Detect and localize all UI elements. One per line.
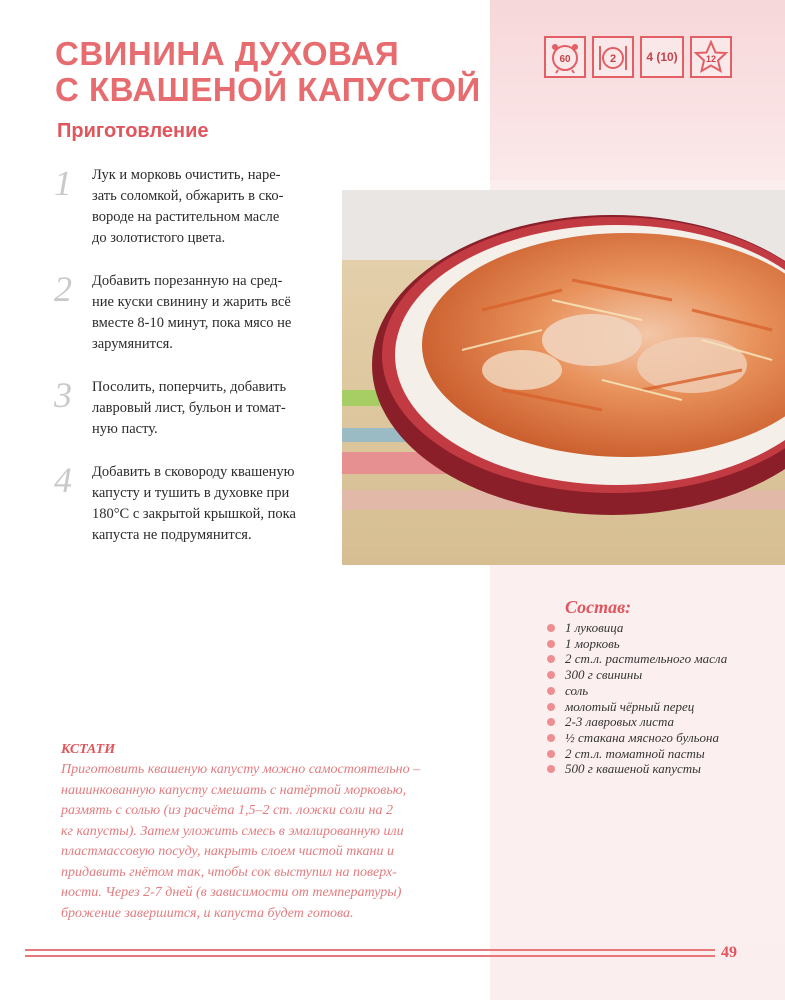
list-item [545, 699, 775, 715]
bullet-dot-icon [547, 624, 555, 632]
list-item [545, 620, 775, 636]
bullet-dot-icon [547, 718, 555, 726]
step-text: Добавить порезанную на сред- ние куски свинину и жарить всё вместе 8-10 минут, пока мясо не зарумянится. [92, 273, 292, 352]
step-item [52, 377, 342, 440]
step-number: 2 [54, 269, 72, 309]
svg-text:12: 12 [705, 54, 717, 64]
list-item [545, 636, 775, 652]
list-item [545, 651, 775, 667]
section-heading: Приготовление [57, 120, 209, 142]
step-text: Лук и морковь очистить, наре- зать соломкой, обжарить в ско- вороде на растительном масле до золотистого цвета. [92, 167, 284, 246]
svg-text:60: 60 [559, 54, 571, 65]
ingredient-text: 2 ст.л. растительного масла [565, 651, 728, 667]
tip-note [61, 742, 481, 924]
list-item [545, 730, 775, 746]
page-number: 49 [721, 944, 737, 961]
alarm-clock-icon [547, 39, 583, 75]
bullet-dot-icon [547, 765, 555, 773]
step-item [52, 462, 342, 546]
ingredients-list [545, 620, 775, 777]
list-item [545, 714, 775, 730]
recipe-title-line1: СВИНИНА ДУХОВАЯ [55, 35, 400, 72]
recipe-info-icons [544, 36, 732, 78]
bullet-dot-icon [547, 655, 555, 663]
ingredient-text: 500 г квашеной капусты [565, 761, 701, 777]
rating-badge [690, 36, 732, 78]
ingredient-text: 300 г свинины [565, 667, 643, 683]
plate-cutlery-icon [595, 39, 631, 75]
svg-text:2: 2 [609, 53, 617, 65]
ingredient-text: 2-3 лавровых листа [565, 714, 675, 730]
list-item [545, 683, 775, 699]
list-item [545, 667, 775, 683]
list-item [545, 746, 775, 762]
tip-title: КСТАТИ [61, 742, 116, 757]
ingredients-section [545, 597, 775, 777]
star-icon [693, 39, 729, 75]
difficulty-badge [592, 36, 634, 78]
dish-photo [342, 190, 785, 565]
servings-badge [640, 36, 684, 78]
step-text: Посолить, поперчить, добавить лавровый лист, бульон и томат- ную пасту. [92, 379, 287, 437]
ingredient-text: 1 луковица [565, 620, 624, 635]
bullet-dot-icon [547, 687, 555, 695]
ingredient-text: 2 ст.л. томатной пасты [565, 745, 705, 761]
ingredient-text: ½ стакана мясного бульона [565, 729, 719, 745]
ingredient-text: молотый чёрный перец [565, 698, 695, 714]
bullet-dot-icon [547, 750, 555, 758]
step-number: 1 [54, 163, 72, 203]
recipe-title [55, 36, 481, 108]
bullet-dot-icon [547, 734, 555, 742]
ingredient-text: соль [565, 682, 589, 698]
step-item [52, 165, 342, 249]
servings-value: 4 (10) [646, 50, 678, 64]
step-number: 4 [54, 460, 72, 500]
step-text: Добавить в сковороду квашеную капусту и тушить в духовке при 180°С с закрытой крышкой, пока капуста не подрумянится. [92, 464, 296, 543]
ingredient-text: 1 морковь [565, 635, 620, 651]
tip-text: Приготовить квашеную капусту можно самостоятельно – нашинкованную капусту смешать с натёртой морковью, размять с солью (из расчёта 1,5–2 ст. ложки соли на 2 кг капусты). Затем уложить смесь в эмалированную или пластмассовую посуду, накрыть слоем чистой ткани и придавить гнётом так, чтобы сок выступил на поверх- ности. Через 2-7 дней (в зависимости от температуры) брожение завершится, и капуста будет готова. [61, 762, 421, 921]
recipe-title-line2: С КВАШЕНОЙ КАПУСТОЙ [55, 71, 481, 108]
cooking-time-badge [544, 36, 586, 78]
bullet-dot-icon [547, 671, 555, 679]
list-item [545, 761, 775, 777]
right-background-band-top [490, 0, 785, 180]
ingredients-title: Состав: [565, 597, 632, 617]
step-item [52, 271, 342, 355]
preparation-steps [52, 165, 342, 568]
bullet-dot-icon [547, 640, 555, 648]
step-number: 3 [54, 375, 72, 415]
bullet-dot-icon [547, 703, 555, 711]
footer-rule [25, 949, 715, 959]
